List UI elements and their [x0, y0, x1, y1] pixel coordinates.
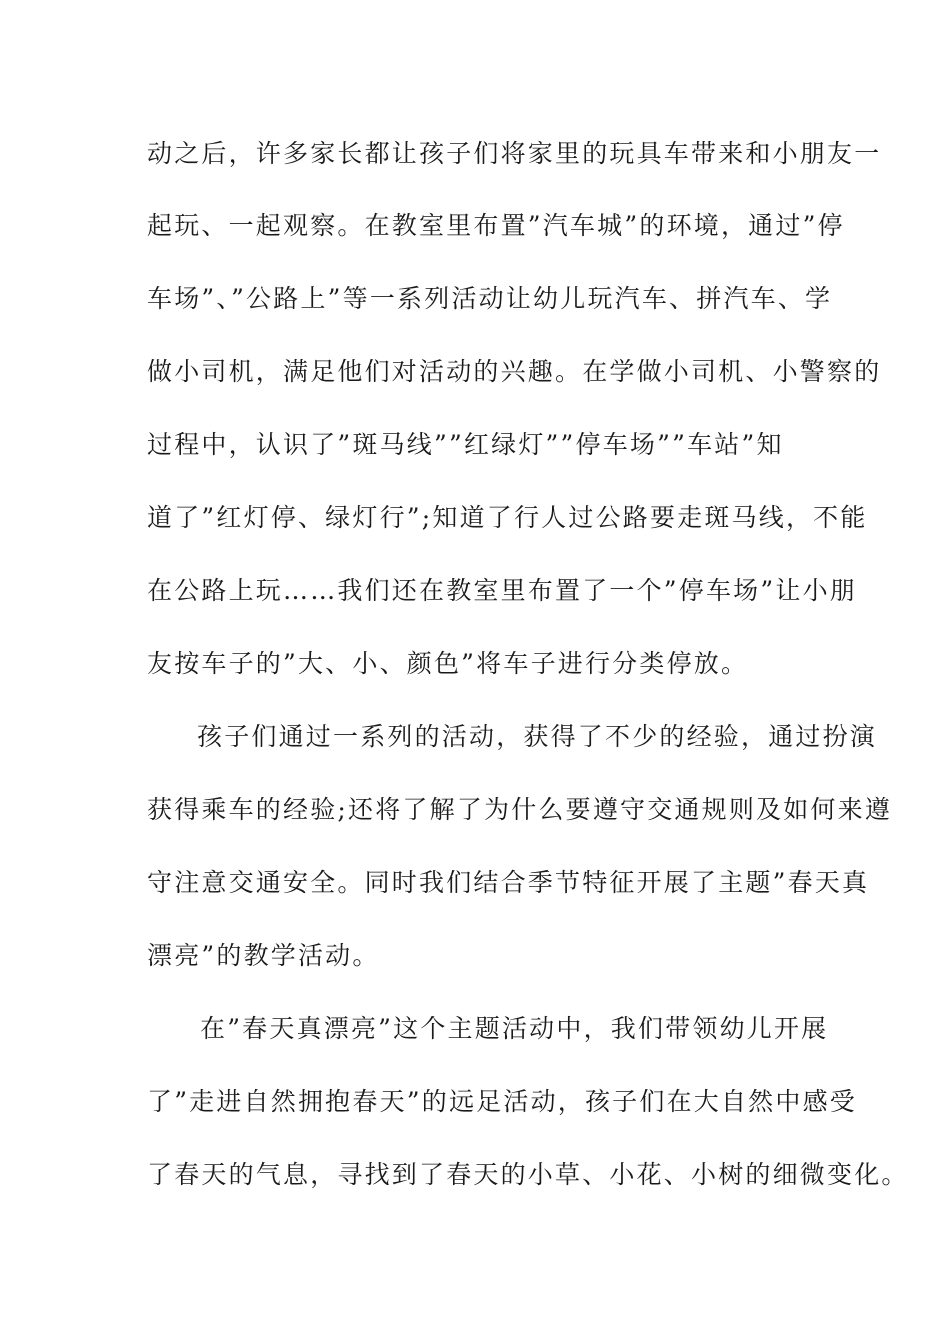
text-line: 漂亮”的教学活动。 [147, 941, 380, 970]
text-line: 道了”红灯停、绿灯行”;知道了行人过公路要走斑马线，不能 [147, 503, 868, 532]
text-line: 友按车子的”大、小、颜色”将车子进行分类停放。 [147, 649, 749, 678]
text-line: 动之后，许多家长都让孩子们将家里的玩具车带来和小朋友一 [147, 139, 882, 168]
text-line: 孩子们通过一系列的活动，获得了不少的经验，通过扮演 [197, 722, 878, 751]
text-line: 获得乘车的经验;还将了解了为什么要遵守交通规则及如何来遵 [147, 795, 893, 824]
text-line: 了”走进自然拥抱春天”的远足活动，孩子们在大自然中感受 [147, 1087, 857, 1116]
text-line: 守注意交通安全。同时我们结合季节特征开展了主题”春天真 [147, 868, 870, 897]
text-line: 在公路上玩……我们还在教室里布置了一个”停车场”让小朋 [147, 576, 857, 605]
text-line: 了春天的气息，寻找到了春天的小草、小花、小树的细微变化。 [147, 1160, 909, 1189]
text-line: 过程中，认识了”斑马线””红绿灯””停车场””车站”知 [147, 430, 784, 459]
text-line: 起玩、一起观察。在教室里布置”汽车城”的环境，通过”停 [147, 211, 845, 240]
text-line: 在”春天真漂亮”这个主题活动中，我们带领幼儿开展 [200, 1014, 829, 1043]
text-line: 车场”、”公路上”等一系列活动让幼儿玩汽车、拼汽车、学 [147, 284, 833, 313]
text-line: 做小司机，满足他们对活动的兴趣。在学做小司机、小警察的 [147, 357, 882, 386]
